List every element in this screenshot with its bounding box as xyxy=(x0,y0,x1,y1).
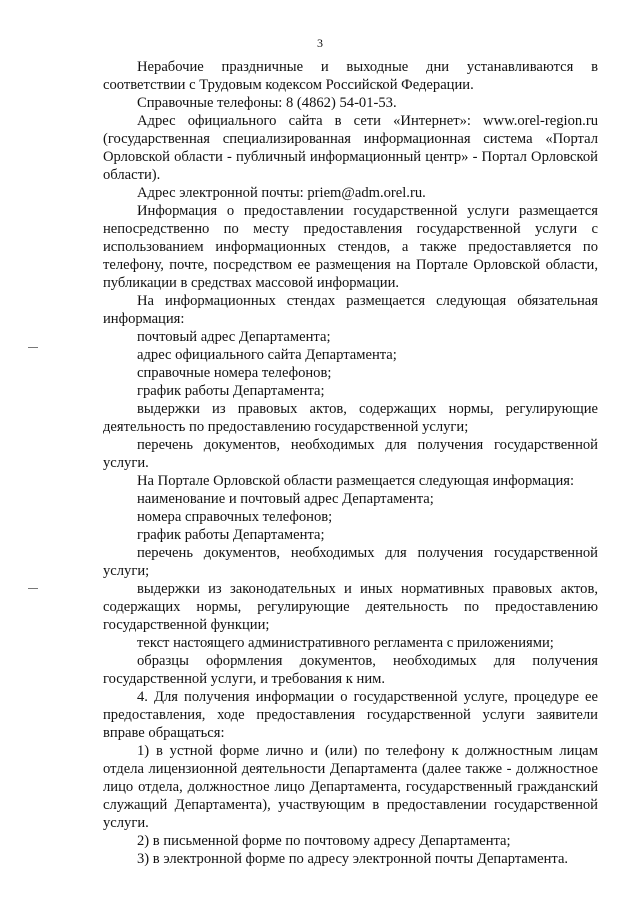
list-item: 2) в письменной форме по почтовому адресу Департамента; xyxy=(137,833,511,849)
paragraph-phones: Справочные телефоны: 8 (4862) 54-01-53. xyxy=(137,95,397,111)
paragraph-email: Адрес электронной почты: priem@adm.orel.ru. xyxy=(137,185,426,201)
margin-mark xyxy=(28,347,38,348)
paragraph-info-placement: Информация о предоставлении государственной услуги размещается непосредственно по месту предоставления государственной услуги с использованием информационных стендов, а также предоставляется по телефону, почте, посредством ее размещения на Портале Орловской области, публикации в средствах массовой информации. xyxy=(103,203,598,291)
list-item: график работы Департамента; xyxy=(137,527,325,543)
paragraph-section-4: 4. Для получения информации о государственной услуге, процедуре ее предоставления, ходе предоставления государственной услуги заявители вправе обращаться: xyxy=(103,689,598,741)
paragraph-stands-intro: На информационных стендах размещается следующая обязательная информация: xyxy=(103,293,598,327)
paragraph-portal-intro: На Портале Орловской области размещается следующая информация: xyxy=(137,473,575,489)
list-item: выдержки из правовых актов, содержащих нормы, регулирующие деятельность по предоставлению государственной услуги; xyxy=(103,401,598,435)
list-item: справочные номера телефонов; xyxy=(137,365,332,381)
margin-mark xyxy=(28,588,38,589)
list-item: 3) в электронной форме по адресу электронной почты Департамента. xyxy=(137,851,569,867)
list-item: почтовый адрес Департамента; xyxy=(137,329,331,345)
list-item: текст настоящего административного регламента с приложениями; xyxy=(137,635,554,651)
list-item: наименование и почтовый адрес Департамента; xyxy=(137,491,434,507)
list-item: 1) в устной форме лично и (или) по телефону к должностным лицам отдела лицензионной деятельности Департамента (далее также - должностное лицо отдела, должностное лицо Департамента, государственный гражданский служащий Департамента), участвующим в предоставлении государственной услуги. xyxy=(103,743,598,831)
list-item: образцы оформления документов, необходимых для получения государственной услуги, и требования к ним. xyxy=(103,653,598,687)
list-item: перечень документов, необходимых для получения государственной услуги. xyxy=(103,437,598,471)
list-item: перечень документов, необходимых для получения государственной услуги; xyxy=(103,545,598,579)
list-item: выдержки из законодательных и иных нормативных правовых актов, содержащих нормы, регулирующие деятельность по предоставлению государственной функции; xyxy=(103,581,598,633)
body-text xyxy=(103,58,598,868)
list-item: график работы Департамента; xyxy=(137,383,325,399)
paragraph-website: Адрес официального сайта в сети «Интернет»: www.orel-region.ru (государственная специализированная информационная система «Портал Орловской области - публичный информационный центр» - Портал Орловской области). xyxy=(103,113,598,183)
page-number: 3 xyxy=(317,36,323,50)
paragraph-holidays: Нерабочие праздничные и выходные дни устанавливаются в соответствии с Трудовым кодексом Российской Федерации. xyxy=(103,59,598,93)
list-item: номера справочных телефонов; xyxy=(137,509,333,525)
list-item: адрес официального сайта Департамента; xyxy=(137,347,397,363)
